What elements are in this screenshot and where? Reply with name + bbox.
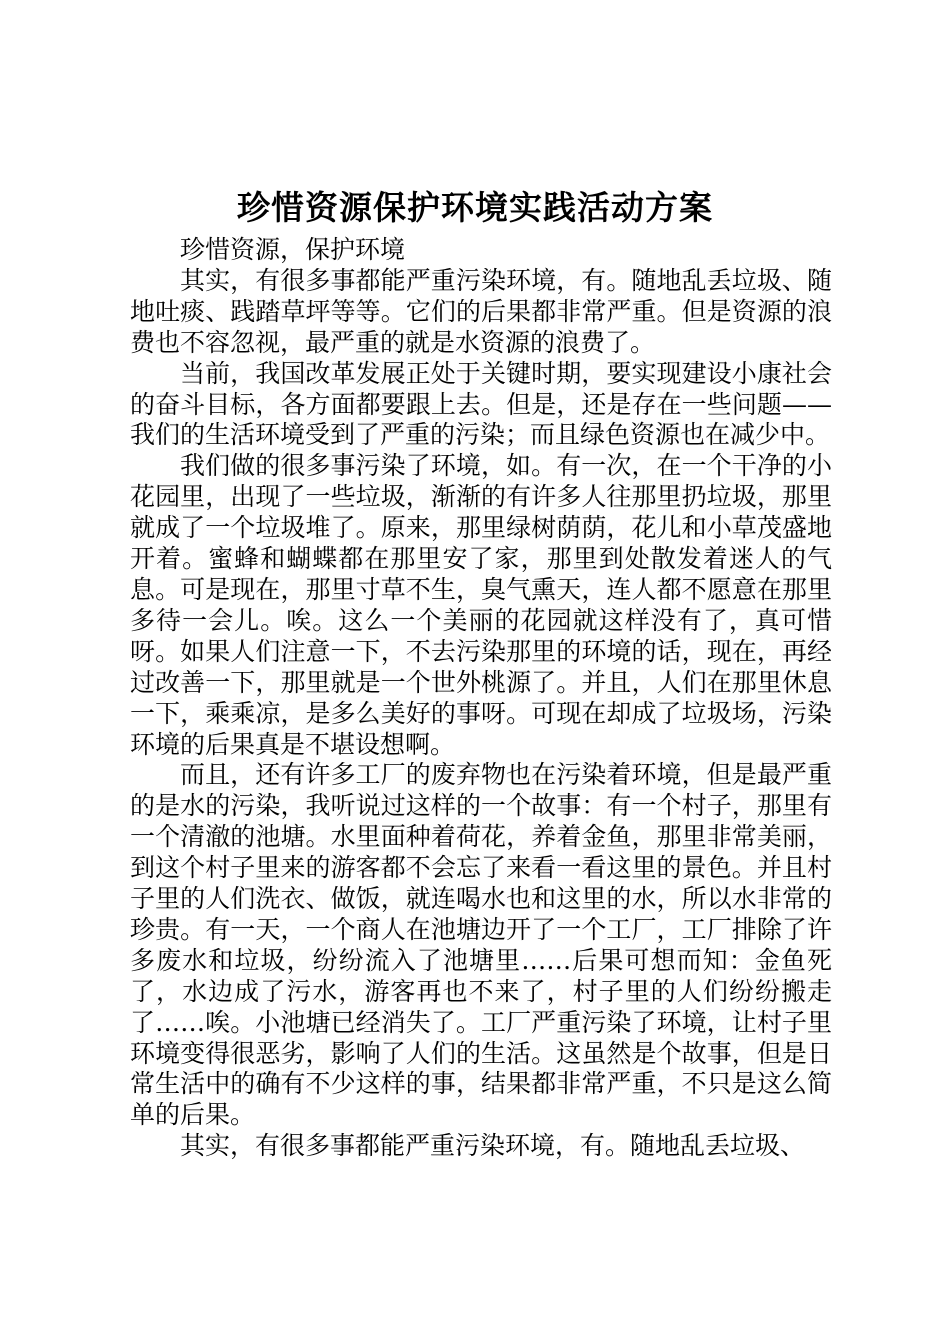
- paragraph-heading: 珍惜资源，保护环境: [180, 235, 406, 264]
- paragraph: 我们做的很多事污染了环境，如。有一次，在一个干净的小花园里，出现了一些垃圾，渐渐的有许多人往那里扔垃圾，那里就成了一个垃圾堆了。原来，那里绿树荫荫，花儿和小草茂盛地开着。蜜蜂和蝴蝶都在那里安了家，那里到处散发着迷人的气息。可是现在，那里寸草不生，臭气熏天，连人都不愿意在那里多待一会儿。唉。这么一个美丽的花园就这样没有了，真可惜呀。如果人们注意一下，不去污染那里的环境的话，现在，再经过改善一下，那里就是一个世外桃源了。并且，人们在那里休息一下，乘乘凉，是多么美好的事呀。可现在却成了垃圾场，污染环境的后果真是不堪设想啊。: [130, 451, 832, 759]
- paragraph: 而且，还有许多工厂的废弃物也在污染着环境，但是最严重的是水的污染，我听说过这样的一个故事：有一个村子，那里有一个清澈的池塘。水里面种着荷花，养着金鱼，那里非常美丽，到这个村子里来的游客都不会忘了来看一看这里的景色。并且村子里的人们洗衣、做饭，就连喝水也和这里的水，所以水非常的珍贵。有一天，一个商人在池塘边开了一个工厂，工厂排除了许多废水和垃圾，纷纷流入了池塘里……后果可想而知：金鱼死了，水边成了污水，游客再也不来了，村子里的人们纷纷搬走了……唉。小池塘已经消失了。工厂严重污染了环境，让村子里环境变得很恶劣，影响了人们的生活。这虽然是个故事，但是日常生活中的确有不少这样的事，结果都非常严重，不只是这么简单的后果。: [130, 760, 832, 1130]
- paragraph: 当前，我国改革发展正处于关键时期，要实现建设小康社会的奋斗目标，各方面都要跟上去。但是，还是存在一些问题——我们的生活环境受到了严重的污染；而且绿色资源也在减少中。: [130, 358, 832, 450]
- paragraph: 其实，有很多事都能严重污染环境，有。随地乱丢垃圾、随地吐痰、践踏草坪等等。它们的后果都非常严重。但是资源的浪费也不容忽视，最严重的就是水资源的浪费了。: [130, 265, 832, 357]
- document-title: 珍惜资源保护环境实践活动方案: [237, 188, 713, 227]
- paragraph: 其实，有很多事都能严重污染环境，有。随地乱丢垃圾、: [180, 1131, 806, 1161]
- document-body: [130, 235, 832, 1162]
